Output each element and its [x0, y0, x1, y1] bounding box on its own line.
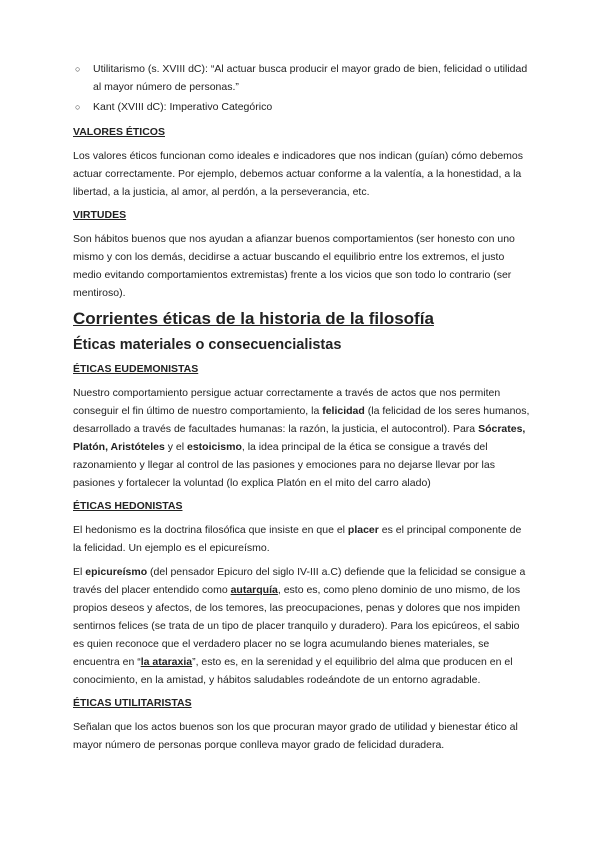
text-run: El — [73, 566, 86, 578]
utilitaristas-paragraph: Señalan que los actos buenos son los que procuran mayor grado de utilidad y bienestar ético al mayor número de personas porque conlleva mayor grado de felicidad duradera. — [73, 721, 518, 751]
bullet-item — [73, 98, 530, 116]
bold-term: Sócrates, Platón, Aristóteles — [73, 423, 526, 453]
bold-term: estoicismo — [187, 441, 242, 453]
underlined-term: la ataraxia — [140, 656, 193, 668]
text-run: y el — [164, 441, 187, 453]
virtudes-heading: VIRTUDES — [73, 209, 127, 221]
bullet-text: Utilitarismo (s. XVIII dC): “Al actuar busca producir el mayor grado de bien, felicidad o utilidad al mayor número de personas.” — [93, 63, 528, 93]
hedonistas-paragraph-2 — [73, 563, 530, 689]
bold-term: epicureísmo — [85, 566, 148, 578]
hedonistas-heading: ÉTICAS HEDONISTAS — [73, 500, 183, 512]
bullet-text: Kant (XVIII dC): Imperativo Categórico — [93, 101, 273, 113]
text-run: Nuestro comportamiento persigue actuar correctamente a través de actos que nos permiten conseguir el fin último de nuestro comportamiento, la — [73, 387, 501, 417]
bullet-list — [73, 60, 530, 116]
text-run: El hedonismo es la doctrina filosófica que insiste en que el — [73, 524, 348, 536]
eudemonistas-paragraph — [73, 384, 530, 492]
underlined-term: autarquía — [230, 584, 278, 596]
text-run: ”, esto es, en la serenidad y el equilibrio del alma que producen en el conocimiento, en la amistad, y hábitos saludables rodeándote de un entorno agradable. — [73, 656, 513, 686]
text-run: , la idea principal de la ética se consigue a través del razonamiento y llegar al control de las pasiones y emociones para no dejarse llevar por las pasiones y fortalecer la voluntad (lo explica Platón en el mito del carro alado) — [73, 441, 495, 489]
bold-term: placer — [347, 524, 379, 536]
text-run: , esto es, como pleno dominio de uno mismo, de los propios deseos y afectos, de los temores, las preocupaciones, penas y dolores que nos impiden sentirnos felices (se trata de un tipo de placer tranquilo y duradero). Para los epicúreos, el sabio es quien reconoce que el verdadero placer no se logra acumulando bienes materiales, se encuentra en “ — [73, 584, 521, 668]
text-run: (la felicidad de los seres humanos, desarrollado a través de facultades humanas: la razón, la justicia, el autocontrol). Para — [73, 405, 530, 435]
valores-paragraph: Los valores éticos funcionan como ideales e indicadores que nos indican (guían) cómo debemos actuar correctamente. Por ejemplo, debemos actuar conforme a la valentía, a la honestidad, a la libertad, a la justicia, al amor, al perdón, a la perseverancia, etc. — [73, 150, 524, 198]
eudemonistas-heading: ÉTICAS EUDEMONISTAS — [73, 363, 199, 375]
section-title: Corrientes éticas de la historia de la filosofía — [73, 309, 434, 328]
circle-bullet-icon: ○ — [75, 64, 81, 74]
circle-bullet-icon: ○ — [75, 102, 81, 112]
virtudes-paragraph: Son hábitos buenos que nos ayudan a afianzar buenos comportamientos (ser honesto con uno mismo y con los demás, decidirse a actuar buscando el equilibrio entre los extremos, el justo medio evitando comportamientos extremistas) frente a los vicios que son todo lo contrario (ser mentiroso). — [73, 233, 515, 299]
bold-term: felicidad — [322, 405, 365, 417]
hedonistas-paragraph-1 — [73, 521, 530, 557]
valores-heading: VALORES ÉTICOS — [73, 126, 165, 138]
text-run: (del pensador Epicuro del siglo IV-III a.C) defiende que la felicidad se consigue a través del placer entendido como — [73, 566, 526, 596]
utilitaristas-heading: ÉTICAS UTILITARISTAS — [73, 697, 192, 709]
bullet-item — [73, 60, 530, 96]
subsection-title: Éticas materiales o consecuencialistas — [73, 337, 342, 353]
text-run: es el principal componente de la felicidad. Un ejemplo es el epicureísmo. — [73, 524, 522, 554]
